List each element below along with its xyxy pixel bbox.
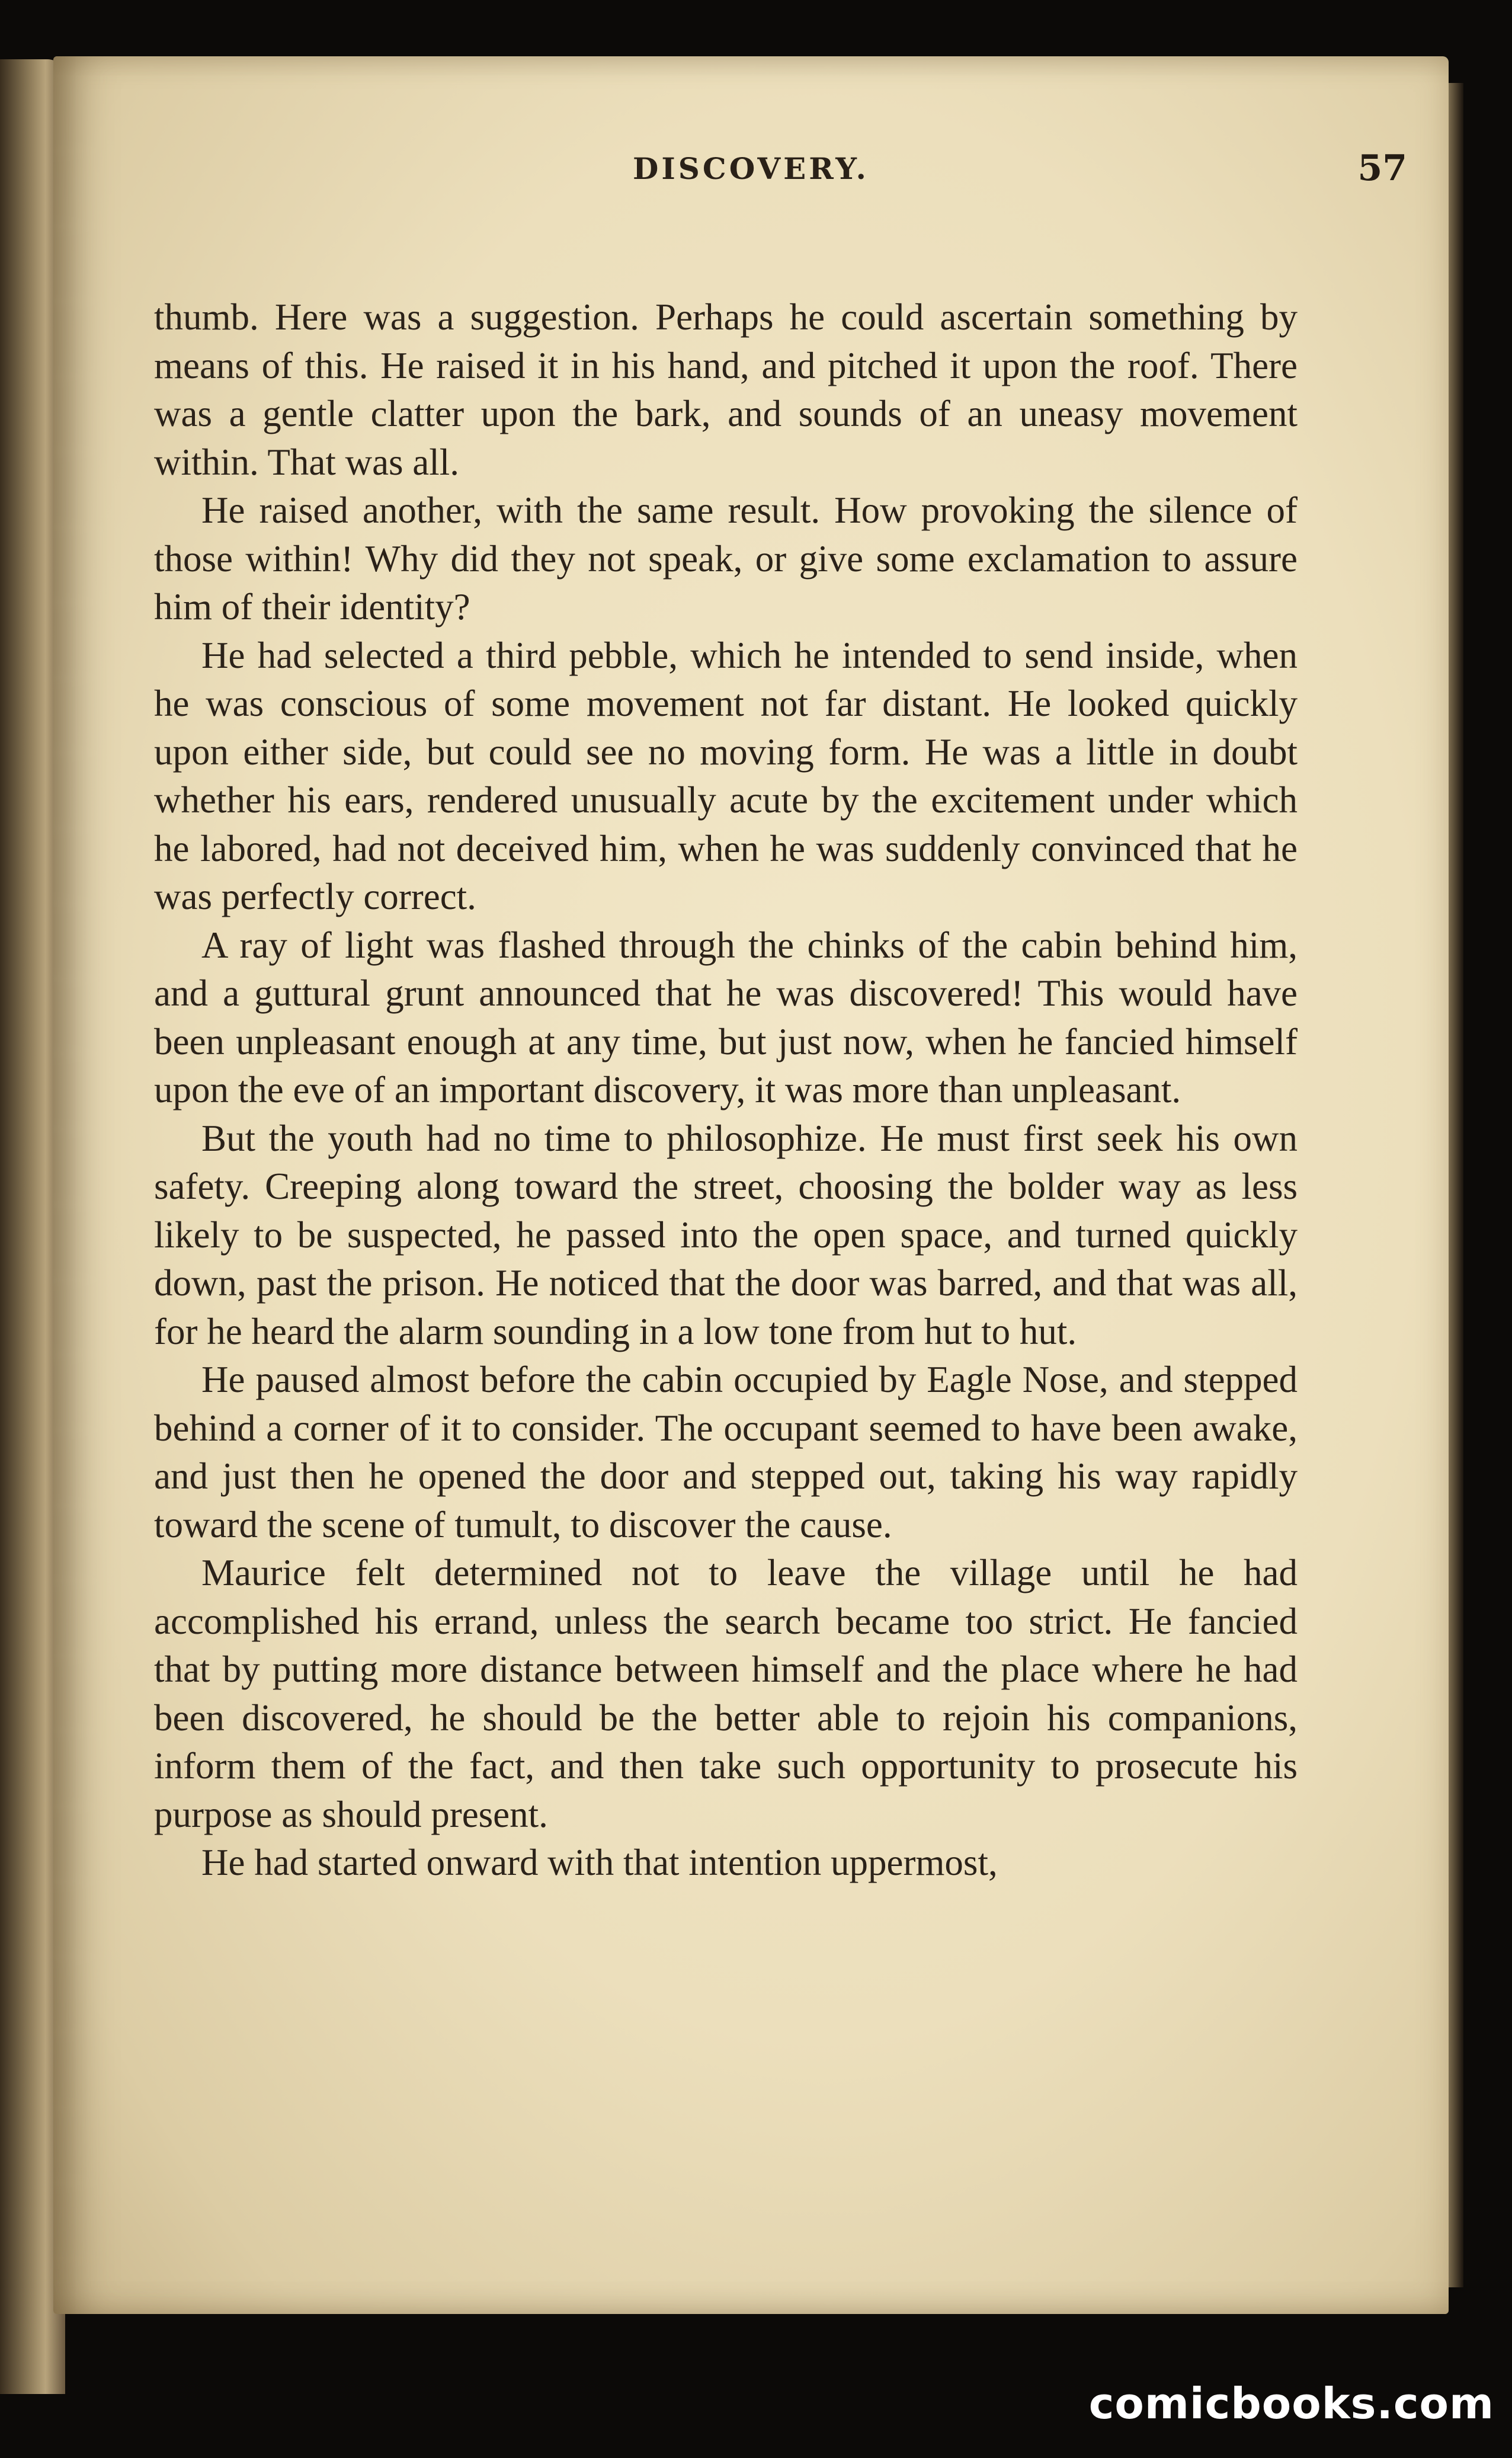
paragraph-2: He raised another, with the same result. How provoking the silence of those within! Why did they not speak, or give some exclamation to assure him of their identity? xyxy=(154,489,1298,628)
paragraph-3: He had selected a third pebble, which he intended to send inside, when he was conscious of some movement not far distant. He looked quickly upon either side, but could see no moving form. He was a little in doubt whether his ears, rendered unusually acute by the excitement under which he labored, had not deceived him, when he was suddenly convinced that he was perfectly correct. xyxy=(154,634,1298,917)
paragraph-5: But the youth had no time to philosophize. He must first seek his own safety. Creeping along toward the street, choosing the bolder way as less likely to be suspected, he passed into the open space, and turned quickly down, past the prison. He noticed that the door was barred, and that was all, for he heard the alarm sounding in a low tone from hut to hut. xyxy=(154,1117,1298,1352)
paragraph-8: He had started onward with that intention uppermost, xyxy=(201,1842,998,1883)
site-watermark: comicbooks.com xyxy=(1088,2379,1494,2428)
page-number: 57 xyxy=(1357,148,1407,189)
paragraph-4: A ray of light was flashed through the chinks of the cabin behind him, and a guttural grunt announced that he was discovered! This would have been unpleasant enough at any time, but just now, when he fancied himself upon the eve of an important discovery, it was more than unpleasant. xyxy=(154,924,1298,1110)
book-page xyxy=(53,56,1449,2314)
paragraph-1: thumb. Here was a suggestion. Perhaps he could ascertain something by means of this. He raised it in his hand, and pitched it upon the roof. There was a gentle clatter upon the bark, and sounds of an uneasy movement within. That was all. xyxy=(154,296,1298,483)
running-head: DISCOVERY. xyxy=(633,151,869,186)
body-text xyxy=(154,293,1298,1887)
page-header xyxy=(53,148,1449,216)
paragraph-6: He paused almost before the cabin occupied by Eagle Nose, and stepped behind a corner of it to consider. The occupant seemed to have been awake, and just then he opened the door and stepped out, taking his way rapidly toward the scene of tumult, to discover the cause. xyxy=(154,1359,1298,1545)
paragraph-7: Maurice felt determined not to leave the village until he had accomplished his errand, unless the search became too strict. He fancied that by putting more distance between himself and the place where he had been discovered, he should be the better able to rejoin his companions, inform them of the fact, and then take such opportunity to prosecute his purpose as should present. xyxy=(154,1552,1298,1835)
